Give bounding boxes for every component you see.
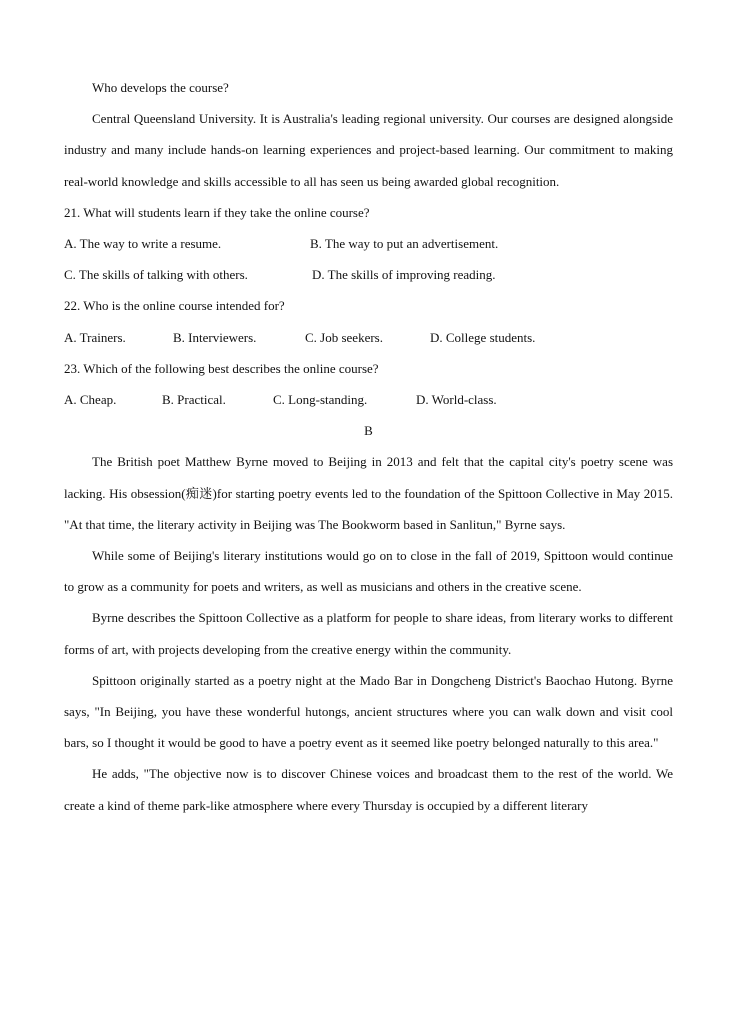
question-21-option-a: A. The way to write a resume. [64,236,222,252]
question-22-option-b: B. Interviewers. [173,329,257,345]
question-23-option-d: D. World-class. [416,392,497,408]
question-23-option-c: C. Long-standing. [273,392,368,408]
question-21-options-row-2 [64,259,673,290]
passage-a-paragraph: Central Queensland University. It is Australia's leading regional university. Our courses are designed alongside industry and many include hands-on learning experiences and project-based learning. Our commitment to making real-world knowledge and skills accessible to all has seen us being awarded global recognition. [64,111,673,189]
question-23-option-b: B. Practical. [162,392,226,408]
question-23-option-a: A. Cheap. [64,392,117,408]
question-21-option-b: B. The way to put an advertisement. [310,236,499,252]
question-23-options-row [64,384,673,415]
question-22-stem: 22. Who is the online course intended for? [64,298,285,314]
passage-b-paragraph-4: Spittoon originally started as a poetry night at the Mado Bar in Dongcheng District's Baochao Hutong. Byrne says, "In Beijing, you have these wonderful hutongs, ancient structures where you can walk down and visit cool bars, so I thought it would be good to have a poetry event as it seemed like poetry belonged naturally to this area." [64,672,673,751]
question-21-option-c: C. The skills of talking with others. [64,267,248,283]
question-21-options-row-1 [64,228,673,259]
passage-b-paragraph-2: While some of Beijing's literary institutions would go on to close in the fall of 2019, Spittoon would continue to grow as a community for poets and writers, as well as musicians and others in the creative scene. [64,548,673,595]
question-21-option-d: D. The skills of improving reading. [312,267,496,283]
question-22-option-a: A. Trainers. [64,329,126,345]
passage-b-label: B [364,423,373,439]
question-22-option-d: D. College students. [430,329,536,345]
document-page [64,72,673,821]
passage-a-heading: Who develops the course? [92,80,229,95]
question-21-stem: 21. What will students learn if they take the online course? [64,204,370,220]
passage-b-paragraph-3: Byrne describes the Spittoon Collective as a platform for people to share ideas, from literary works to different forms of art, with projects developing from the creative energy within the community. [64,610,673,657]
passage-b-paragraph-5: He adds, "The objective now is to discover Chinese voices and broadcast them to the rest of the world. We create a kind of theme park-like atmosphere where every Thursday is occupied by a different literary [64,766,673,813]
question-23-stem: 23. Which of the following best describes the online course? [64,360,379,376]
passage-b-paragraph-1: The British poet Matthew Byrne moved to Beijing in 2013 and felt that the capital city's poetry scene was lacking. His obsession(痴迷)for starting poetry events led to the foundation of the Spittoon Collective in May 2015. "At that time, the literary activity in Beijing was The Bookworm based in Sanlitun," Byrne says. [64,454,673,532]
question-22-option-c: C. Job seekers. [305,329,383,345]
question-22-options-row [64,322,673,353]
